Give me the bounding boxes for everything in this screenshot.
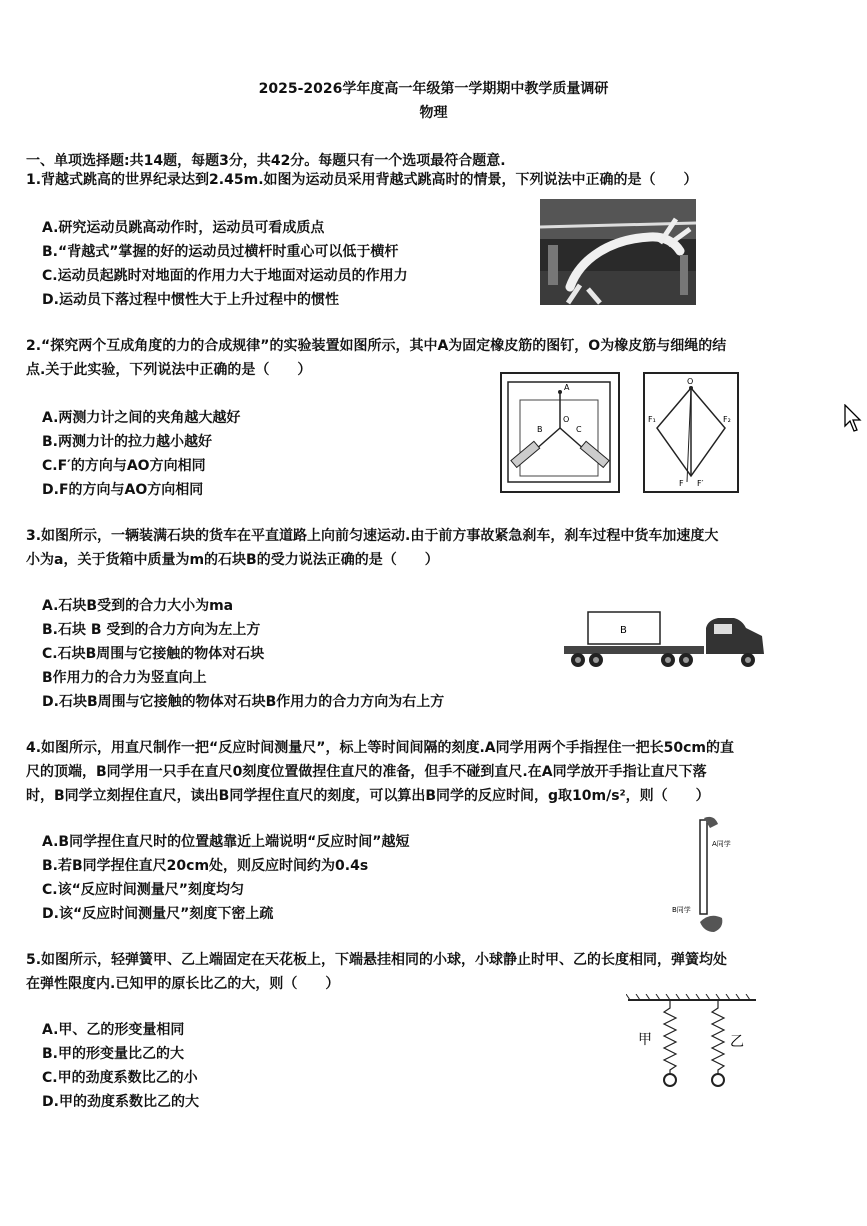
- label-a-student: A同学: [712, 840, 731, 848]
- label-f2: F₂: [723, 415, 731, 424]
- question-1-option-b: B.“背越式”掌握的好的运动员过横杆时重心可以低于横杆: [42, 244, 399, 260]
- question-5-stem-line-2: 在弹性限度内.已知甲的原长比乙的大，则（ ）: [26, 976, 340, 992]
- reaction-ruler-diagram: [670, 814, 750, 938]
- stone-box-label: B: [620, 625, 627, 636]
- label-b-student: B同学: [672, 906, 691, 914]
- exam-subject: 物理: [419, 105, 448, 121]
- question-3-stem-line-1: 3.如图所示，一辆装满石块的货车在平直道路上向前匀速运动.由于前方事故紧急刹车，刹车过程中货车加速度大: [26, 528, 719, 544]
- high-jump-photo: [540, 199, 696, 305]
- question-2-option-a: A.两测力计之间的夹角越大越好: [42, 410, 241, 426]
- question-2-stem-line-1: 2.“探究两个互成角度的力的合成规律”的实验装置如图所示，其中A为固定橡皮筋的图钉，O为橡皮筋与细绳的结: [26, 338, 727, 354]
- question-1-stem: 1.背越式跳高的世界纪录达到2.45m.如图为运动员采用背越式跳高时的情景，下列说法中正确的是（ ）: [26, 172, 698, 188]
- question-3-option-c-continued: B作用力的合力为竖直向上: [42, 670, 207, 686]
- question-3-option-a: A.石块B受到的合力大小为ma: [42, 598, 234, 614]
- question-4-option-d: D.该“反应时间测量尺”刻度下密上疏: [42, 906, 274, 922]
- exam-title: 2025-2026学年度高一年级第一学期期中教学质量调研: [258, 81, 609, 97]
- label-spring-yi: 乙: [730, 1034, 744, 1050]
- label-a: A: [564, 383, 570, 392]
- question-4-stem-line-3: 时，B同学立刻捏住直尺，读出B同学捏住直尺的刻度，可以算出B同学的反应时间，g取10m/s²，则（ ）: [26, 788, 710, 804]
- question-4-stem-line-2: 尺的顶端，B同学用一只手在直尺0刻度位置做捏住直尺的准备，但手不碰到直尺.在A同学放开手指让直尺下落: [26, 764, 707, 780]
- question-2-option-b: B.两测力计的拉力越小越好: [42, 434, 212, 450]
- question-4-stem-line-1: 4.如图所示，用直尺制作一把“反应时间测量尺”，标上等时间间隔的刻度.A同学用两个手指捏住一把长50cm的直: [26, 740, 734, 756]
- question-3-option-c: C.石块B周围与它接触的物体对石块: [42, 646, 265, 662]
- label-c: C: [576, 425, 582, 434]
- question-5-option-c: C.甲的劲度系数比乙的小: [42, 1070, 198, 1086]
- question-3-option-b: B.石块 B 受到的合力方向为左上方: [42, 622, 261, 638]
- question-3-option-d: D.石块B周围与它接触的物体对石块B作用力的合力方向为右上方: [42, 694, 445, 710]
- question-5-option-b: B.甲的形变量比乙的大: [42, 1046, 184, 1062]
- force-parallelogram-diagram: [643, 372, 739, 493]
- springs-diagram: [626, 994, 758, 1090]
- question-2-stem-line-2: 点.关于此实验，下列说法中正确的是（ ）: [26, 362, 312, 378]
- question-4-option-b: B.若B同学捏住直尺20cm处，则反应时间约为0.4s: [42, 858, 369, 874]
- label-spring-jia: 甲: [638, 1032, 652, 1048]
- label-f-prime: F′: [697, 479, 704, 488]
- label-o-2: O: [687, 377, 694, 386]
- label-f: F: [679, 479, 684, 488]
- force-experiment-setup-diagram: [500, 372, 620, 493]
- section-heading: 一、单项选择题:共14题，每题3分，共42分。每题只有一个选项最符合题意.: [26, 153, 506, 169]
- question-2-option-c: C.F′的方向与AO方向相同: [42, 458, 206, 474]
- question-5-option-d: D.甲的劲度系数比乙的大: [42, 1094, 199, 1110]
- label-f1: F₁: [648, 415, 656, 424]
- label-b: B: [537, 425, 543, 434]
- question-4-option-c: C.该“反应时间测量尺”刻度均匀: [42, 882, 244, 898]
- question-1-option-d: D.运动员下落过程中惯性大于上升过程中的惯性: [42, 292, 339, 308]
- truck-diagram: [558, 606, 768, 672]
- label-o: O: [563, 415, 570, 424]
- mouse-pointer-icon: [844, 404, 862, 434]
- question-2-option-d: D.F的方向与AO方向相同: [42, 482, 204, 498]
- question-3-stem-line-2: 小为a，关于货箱中质量为m的石块B的受力说法正确的是（ ）: [26, 552, 439, 568]
- question-5-stem-line-1: 5.如图所示，轻弹簧甲、乙上端固定在天花板上，下端悬挂相同的小球，小球静止时甲、乙的长度相同，弹簧均处: [26, 952, 728, 968]
- question-1-option-a: A.研究运动员跳高动作时，运动员可看成质点: [42, 220, 325, 236]
- question-4-option-a: A.B同学捏住直尺时的位置越靠近上端说明“反应时间”越短: [42, 834, 410, 850]
- question-5-option-a: A.甲、乙的形变量相同: [42, 1022, 185, 1038]
- question-1-option-c: C.运动员起跳时对地面的作用力大于地面对运动员的作用力: [42, 268, 408, 284]
